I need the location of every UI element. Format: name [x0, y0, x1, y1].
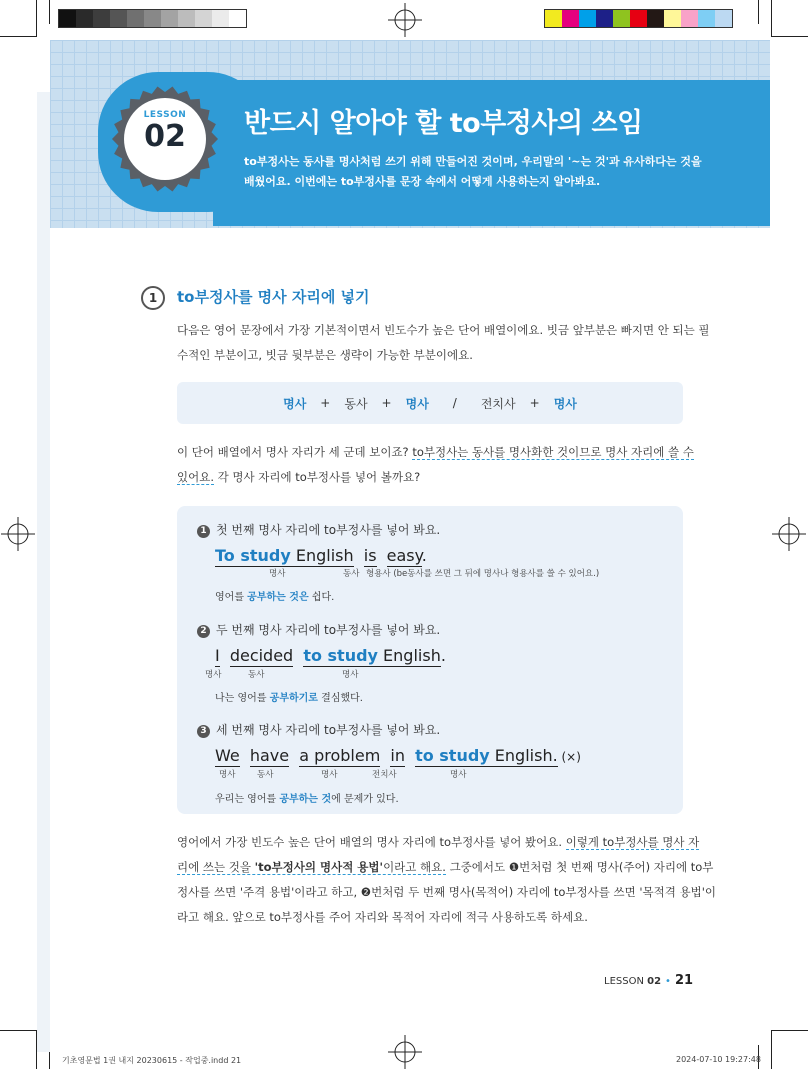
sentence-chunk: in	[390, 746, 405, 765]
footer-bullet: •	[665, 976, 671, 987]
footer-lesson-number: 02	[647, 976, 662, 987]
section-number-badge: 1	[141, 286, 165, 310]
crop-mark	[0, 1030, 37, 1031]
gray-swatch	[229, 10, 246, 27]
word: English.	[489, 746, 558, 765]
formula-plus: +	[320, 396, 331, 410]
example-sentence	[215, 546, 427, 565]
sentence-chunk: decided	[229, 646, 294, 665]
underlined-run	[177, 860, 446, 875]
example-sentence	[215, 746, 581, 765]
print-slug-date: 2024-07-10 19:27:48	[676, 1055, 761, 1064]
paragraph-line	[177, 440, 694, 465]
grammar-label: 동사	[248, 670, 265, 680]
intro-text	[244, 152, 702, 192]
crop-mark	[771, 1030, 808, 1031]
registration-target-top	[388, 3, 422, 37]
crop-mark	[758, 0, 759, 24]
to-infinitive: to study	[303, 646, 378, 665]
sentence-chunk: a problem	[299, 746, 381, 765]
word: English	[290, 546, 354, 565]
paragraph-line: 다음은 영어 문장에서 가장 기본적이면서 빈도수가 높은 단어 배열이에요. 빗금 앞부분은 빠지면 안 되는 필	[177, 323, 710, 337]
formula-slash: /	[452, 396, 457, 410]
grammar-label: 명사	[219, 770, 236, 780]
section-paragraph	[177, 440, 694, 490]
crop-mark	[771, 1030, 772, 1069]
example-translation	[215, 790, 399, 805]
to-infinitive: To study	[215, 546, 291, 565]
intro-line: to부정사는 동사를 명사처럼 쓰기 위해 만들어진 것이며, 우리말의 '~는 것'과 유사하다는 것을	[244, 155, 702, 168]
gray-swatch	[144, 10, 161, 27]
incorrect-mark: (×)	[557, 750, 581, 764]
text-run: 리에 쓰는 것을	[177, 860, 255, 874]
example-instruction	[197, 521, 440, 538]
page-number: 21	[674, 973, 694, 988]
intro-line: 배웠어요. 이번에는 to부정사를 문장 속에서 어떻게 사용하는지 알아봐요.	[244, 175, 601, 188]
color-swatch	[545, 10, 562, 27]
gray-swatch	[127, 10, 144, 27]
formula-verb: 동사	[344, 396, 368, 411]
grammar-label: 명사	[342, 670, 359, 680]
grammar-label: 전치사	[372, 770, 397, 780]
registration-target-left	[1, 517, 35, 551]
gray-swatch	[76, 10, 93, 27]
color-calibration-bar	[544, 9, 733, 28]
color-swatch	[562, 10, 579, 27]
instruction-text: 두 번째 명사 자리에 to부정사를 넣어 봐요.	[216, 623, 441, 637]
to-infinitive: to study	[415, 746, 490, 765]
formula-noun: 명사	[405, 396, 429, 411]
gray-swatch	[93, 10, 110, 27]
section-paragraph	[177, 318, 710, 368]
text-run: 쉽다.	[308, 592, 335, 603]
text-run: 영어를	[215, 592, 248, 603]
gray-swatch	[161, 10, 178, 27]
text-run: 에 문제가 있다.	[331, 794, 399, 805]
section-title: to부정사를 명사 자리에 넣기	[177, 288, 370, 306]
punctuation: .	[440, 646, 446, 665]
step-marker: 2	[197, 625, 210, 638]
crop-mark	[771, 0, 772, 37]
text-run: 우리는 영어를	[215, 794, 280, 805]
sentence-chunk	[303, 646, 441, 667]
formula-noun: 명사	[283, 396, 307, 411]
print-slug-file: 기초영문법 1권 내지 20230615 - 작업중.indd 21	[62, 1056, 242, 1065]
underlined-run: 있어요.	[177, 470, 214, 484]
grammar-label: 동사	[343, 569, 360, 579]
paragraph-line: 정사를 쓰면 '주격 용법'이라고 하고, ❷번처럼 두 번째 명사(목적어) 자리에 to부정사를 쓰면 '목적격 용법'이	[177, 885, 717, 899]
sentence-chunk: We	[215, 746, 240, 765]
sentence-chunk: have	[249, 746, 290, 765]
gray-swatch	[59, 10, 76, 27]
text-run: 그중에서도 ❶번처럼 첫 번째 명사(주어) 자리에 to부	[445, 860, 714, 874]
bold-term: 'to부정사의 명사적 용법'	[254, 860, 384, 874]
grammar-label: 명사	[205, 670, 222, 680]
grammar-label: 형용사 (be동사를 쓰면 그 뒤에 명사나 형용사를 쓸 수 있어요.)	[366, 569, 600, 579]
gray-calibration-bar	[58, 9, 247, 28]
formula-plus: +	[529, 396, 540, 410]
registration-target-right	[772, 517, 806, 551]
example-instruction	[197, 721, 440, 738]
gray-swatch	[212, 10, 229, 27]
highlight-run: 공부하기로	[269, 693, 318, 704]
word-order-formula	[177, 382, 683, 424]
paragraph-line	[177, 855, 714, 880]
color-swatch	[596, 10, 613, 27]
text-run: 이라고 해요.	[383, 860, 446, 874]
text-run: 나는 영어를	[215, 693, 270, 704]
page-gutter	[37, 92, 50, 1052]
sentence-chunk	[415, 746, 558, 767]
lesson-number: 02	[144, 119, 186, 154]
grammar-label: 명사	[450, 770, 467, 780]
text-run: 영어에서 가장 빈도수 높은 단어 배열의 명사 자리에 to부정사를 넣어 봤어요.	[177, 835, 566, 849]
paragraph-line: 수적인 부분이고, 빗금 뒷부분은 생략이 가능한 부분이에요.	[177, 348, 473, 362]
page-footer	[604, 973, 693, 988]
paragraph-line: 라고 해요. 앞으로 to부정사를 주어 자리와 목적어 자리에 적극 사용하도록 하세요.	[177, 910, 588, 924]
step-marker: 1	[197, 525, 210, 538]
color-swatch	[647, 10, 664, 27]
formula-noun: 명사	[553, 396, 577, 411]
sentence-chunk: I	[215, 646, 220, 665]
grammar-label: 명사	[269, 569, 286, 579]
underlined-run: 이렇게 to부정사를 명사 자	[565, 835, 700, 849]
crop-mark	[49, 0, 50, 24]
text-run: 각 명사 자리에 to부정사를 넣어 볼까요?	[213, 470, 421, 484]
punctuation: .	[421, 546, 427, 565]
gray-swatch	[178, 10, 195, 27]
crop-mark	[771, 36, 808, 37]
text-run: 결심했다.	[317, 693, 363, 704]
footer-lesson: LESSON	[604, 976, 644, 987]
color-swatch	[681, 10, 698, 27]
example-instruction	[197, 621, 440, 638]
conclusion-paragraph	[177, 830, 717, 930]
crop-mark	[36, 0, 37, 37]
underlined-run: to부정사는 동사를 명사화한 것이므로 명사 자리에 쓸 수	[412, 445, 694, 459]
color-swatch	[613, 10, 630, 27]
color-swatch	[715, 10, 732, 27]
sentence-chunk: is	[363, 546, 377, 565]
highlight-run: 공부하는 것은	[247, 592, 309, 603]
example-translation	[215, 588, 334, 603]
color-swatch	[630, 10, 647, 27]
gray-swatch	[195, 10, 212, 27]
sentence-chunk	[215, 546, 354, 567]
text-run: 이 단어 배열에서 명사 자리가 세 군데 보이죠?	[177, 445, 413, 459]
example-translation	[215, 689, 363, 704]
instruction-text: 세 번째 명사 자리에 to부정사를 넣어 봐요.	[216, 723, 441, 737]
word: English	[377, 646, 441, 665]
lesson-label: LESSON	[143, 110, 187, 120]
paragraph-line	[177, 465, 683, 490]
paragraph-line	[177, 830, 700, 855]
color-swatch	[664, 10, 681, 27]
crop-mark	[0, 36, 37, 37]
gray-swatch	[110, 10, 127, 27]
page-title: 반드시 알아야 할 to부정사의 쓰임	[244, 108, 643, 139]
instruction-text: 첫 번째 명사 자리에 to부정사를 넣어 봐요.	[216, 523, 441, 537]
example-sentence	[215, 646, 446, 665]
registration-target-bottom	[388, 1035, 422, 1069]
formula-plus: +	[381, 396, 392, 410]
sentence-chunk: easy	[386, 546, 422, 565]
color-swatch	[698, 10, 715, 27]
highlight-run: 공부하는 것	[279, 794, 332, 805]
color-swatch	[579, 10, 596, 27]
step-marker: 3	[197, 725, 210, 738]
formula-preposition: 전치사	[480, 396, 516, 411]
grammar-label: 동사	[257, 770, 274, 780]
grammar-label: 명사	[321, 770, 338, 780]
